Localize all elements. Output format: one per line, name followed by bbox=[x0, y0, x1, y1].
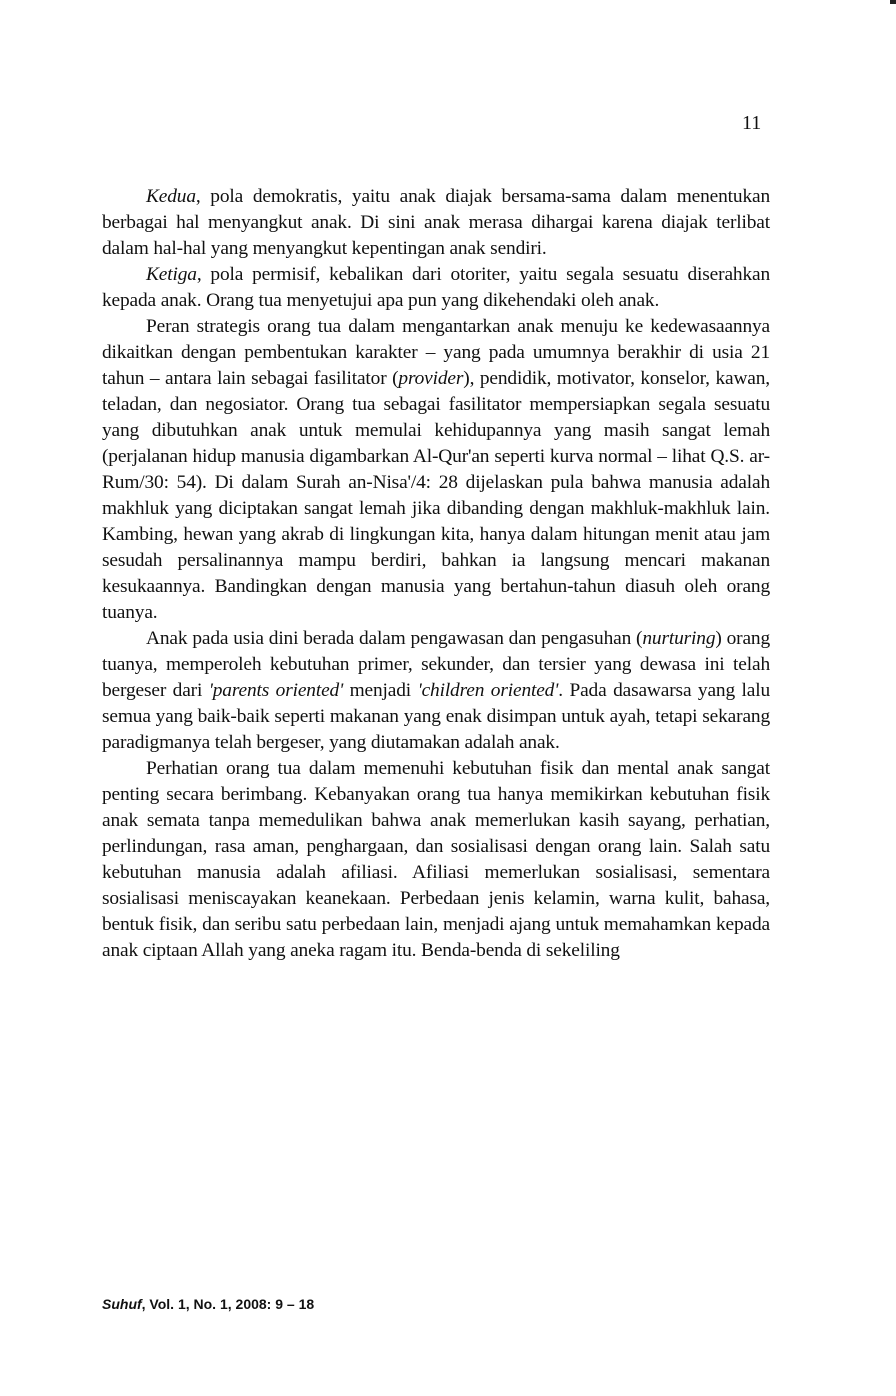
italic-term: nurturing bbox=[642, 628, 716, 649]
italic-term: 'parents oriented' bbox=[208, 680, 344, 701]
footer-citation bbox=[102, 1296, 314, 1312]
text-run: Peran strategis orang tua dalam mengantarkan anak menuju ke kedewasaannya dikaitkan dengan pembentukan karakter – yang pada umumnya berakhir di usia 21 tahun – antara lain sebagai fasilitator ( bbox=[102, 316, 770, 389]
paragraph-ketiga bbox=[102, 262, 770, 314]
text-run: menjadi bbox=[343, 680, 418, 701]
journal-name: Suhuf bbox=[102, 1296, 142, 1312]
page-number: 11 bbox=[742, 112, 762, 134]
italic-term: Kedua bbox=[146, 186, 196, 207]
paragraph-anak-usia-dini bbox=[102, 626, 770, 756]
body-text bbox=[102, 184, 770, 964]
text-run: Perhatian orang tua dalam memenuhi kebutuhan fisik dan mental anak sangat penting secara berimbang. Kebanyakan orang tua hanya memikirkan kebutuhan fisik anak semata tanpa memedulikan bahwa anak memerlukan kasih sayang, perhatian, perlindungan, rasa aman, penghargaan, dan sosialisasi dengan orang lain. Salah satu kebutuhan manusia adalah afiliasi. Afiliasi memerlukan sosialisasi, sementara sosialisasi meniscayakan keanekaan. Perbedaan jenis kelamin, warna kulit, bahasa, bentuk fisik, dan seribu satu perbedaan lain, menjadi ajang untuk memahamkan kepada anak ciptaan Allah yang aneka ragam itu. Benda-benda di sekeliling bbox=[102, 758, 770, 961]
paragraph-peran-orang-tua bbox=[102, 314, 770, 626]
text-run: Anak pada usia dini berada dalam pengawasan dan pengasuhan ( bbox=[146, 628, 643, 649]
italic-term: Ketiga bbox=[146, 264, 197, 285]
italic-term: provider bbox=[398, 368, 464, 389]
text-run: , pola demokratis, yaitu anak diajak bersama-sama dalam menentukan berbagai hal menyangkut anak. Di sini anak merasa dihargai karena diajak terlibat dalam hal-hal yang menyangkut kepentingan anak sendiri. bbox=[102, 186, 770, 259]
text-run: . Pada dasawarsa yang lalu semua yang baik-baik seperti makanan yang enak disimpan untuk ayah, tetapi sekarang paradigmanya telah bergeser, yang diutamakan adalah anak. bbox=[102, 680, 771, 753]
scan-mark bbox=[890, 0, 896, 4]
text-run: ) orang tuanya, memperoleh kebutuhan primer, sekunder, dan tersier yang dewasa ini telah bergeser dari bbox=[102, 628, 770, 701]
citation-details: , Vol. 1, No. 1, 2008: 9 – 18 bbox=[141, 1296, 315, 1312]
paragraph-perhatian-orang-tua bbox=[102, 756, 770, 964]
italic-term: 'children oriented' bbox=[417, 680, 559, 701]
text-run: ), pendidik, motivator, konselor, kawan, teladan, dan negosiator. Orang tua sebagai fasilitator mempersiapkan segala sesuatu yang dibutuhkan anak untuk memulai kehidupannya yang masih sangat lemah (perjalanan hidup manusia digambarkan Al-Qur'an seperti kurva normal – lihat Q.S. ar-Rum/30: 54). Di dalam Surah an-Nisa'/4: 28 dijelaskan pula bahwa manusia adalah makhluk yang diciptakan sangat lemah jika dibanding dengan makhluk-makhluk lain. Kambing, hewan yang akrab di lingkungan kita, hanya dalam hitungan menit atau jam sesudah persalinannya mampu berdiri, bahkan ia langsung mencari makanan kesukaannya. Bandingkan dengan manusia yang bertahun-tahun diasuh oleh orang tuanya. bbox=[102, 368, 770, 623]
paragraph-kedua bbox=[102, 184, 770, 262]
text-run: , pola permisif, kebalikan dari otoriter, yaitu segala sesuatu diserahkan kepada anak. Orang tua menyetujui apa pun yang dikehendaki oleh anak. bbox=[102, 264, 770, 311]
